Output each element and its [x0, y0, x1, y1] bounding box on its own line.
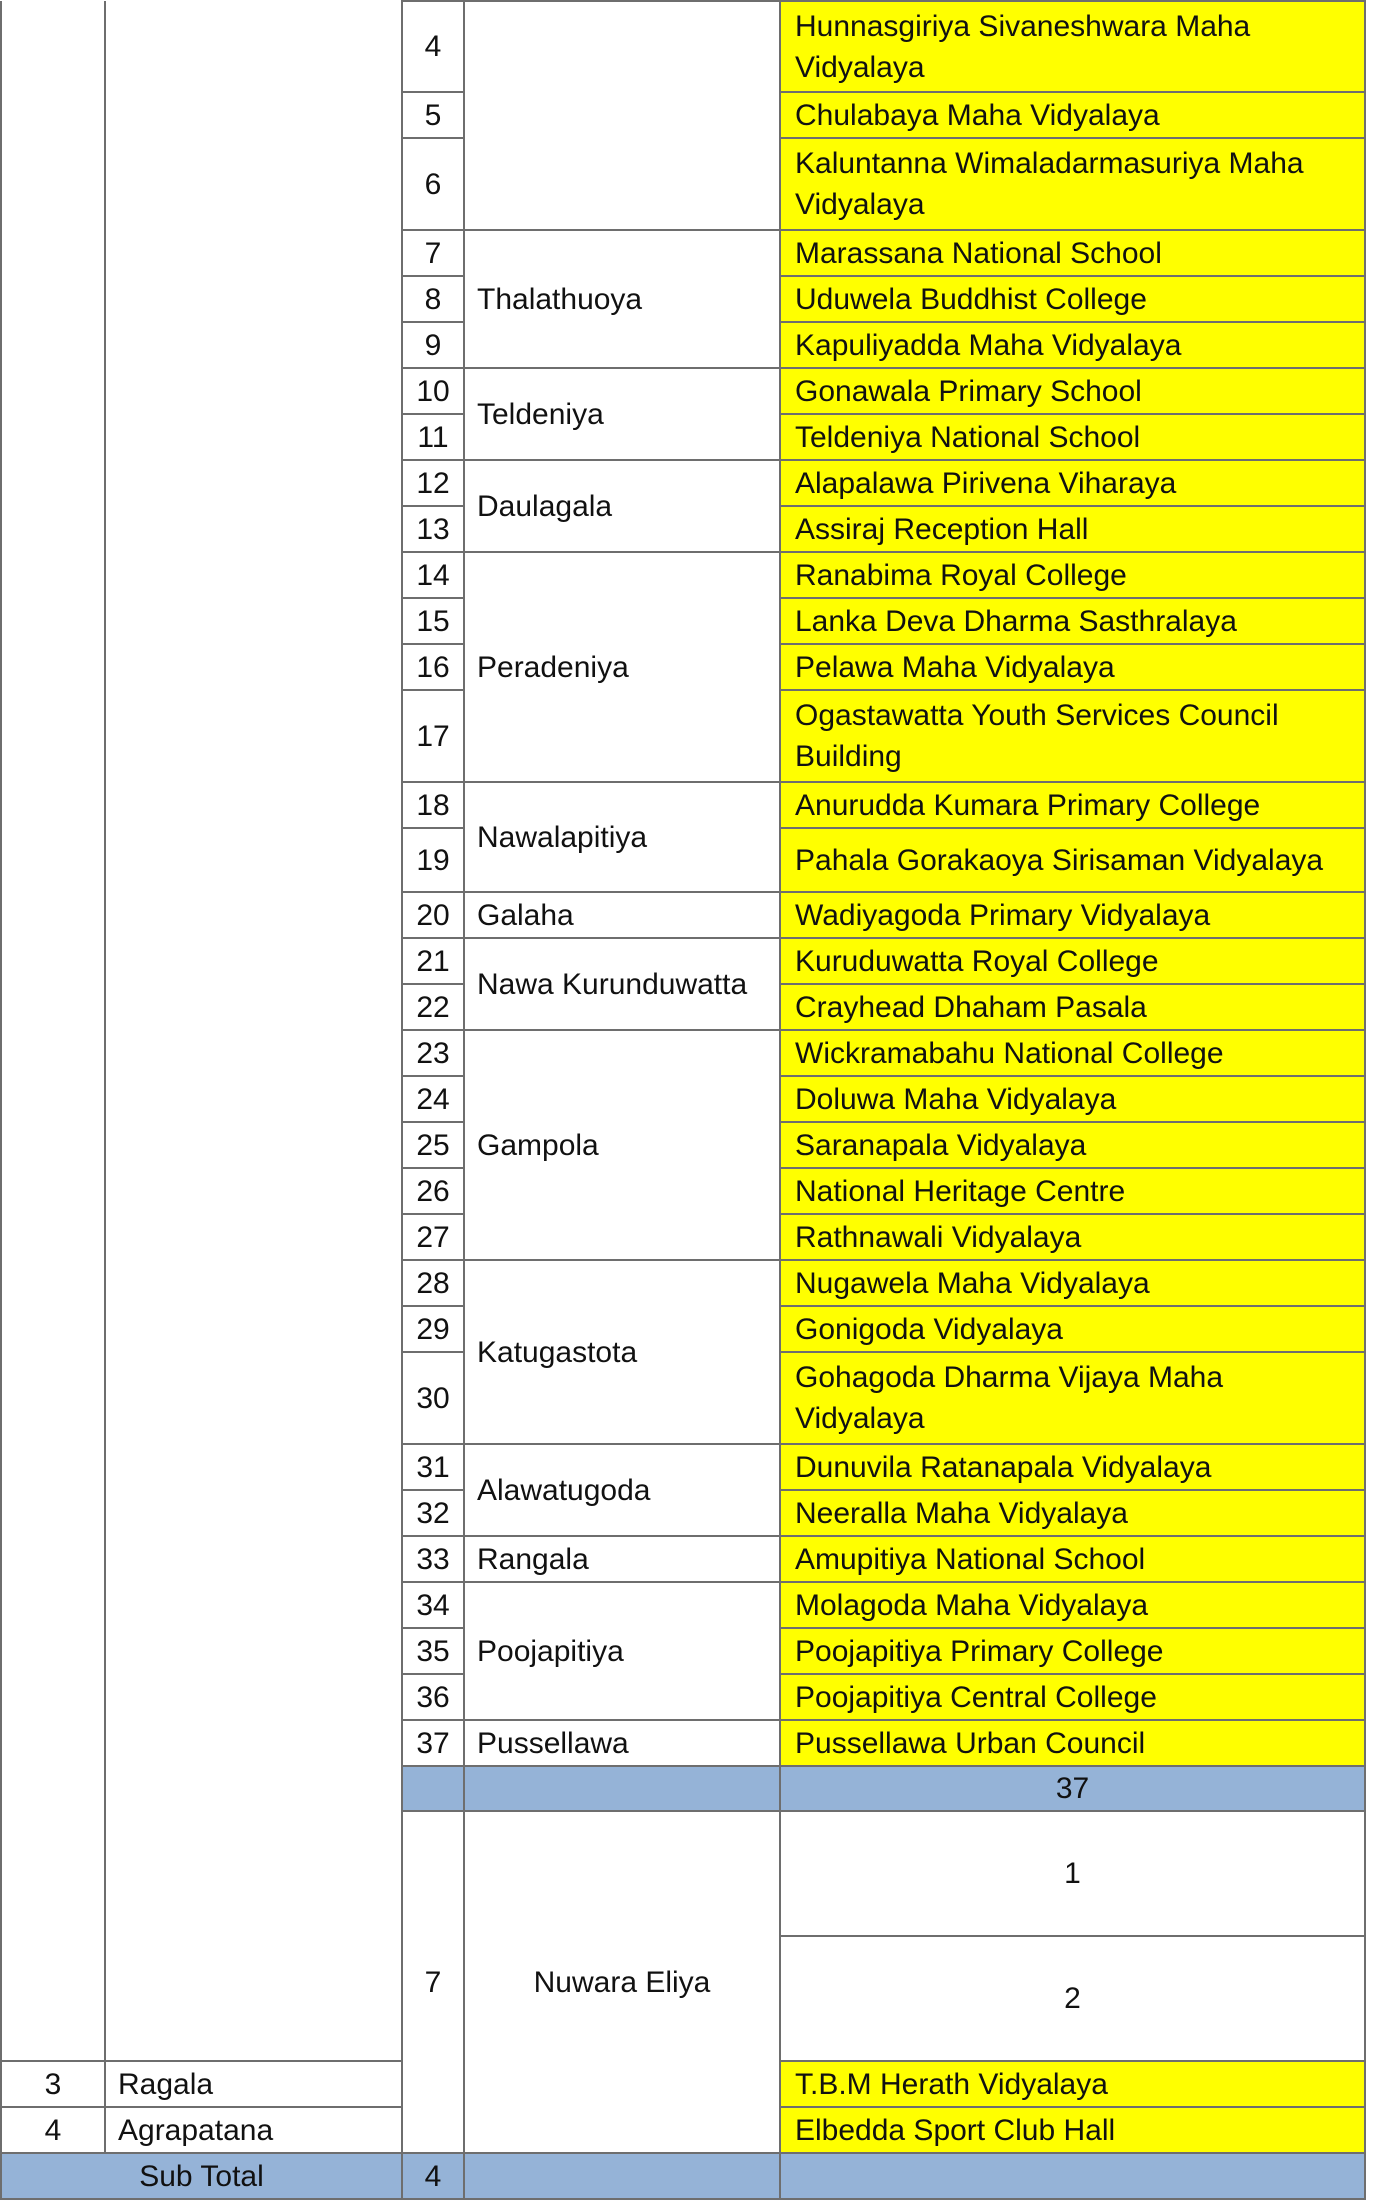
- district-serial-cell: [1, 1, 105, 2061]
- subtotal-blank-cell: [780, 2153, 1365, 2199]
- division-cell: Nawa Kurunduwatta: [464, 938, 780, 1030]
- division-cell: Poojapitiya: [464, 1582, 780, 1720]
- division-cell: Daulagala: [464, 460, 780, 552]
- row-number: 1: [780, 1811, 1365, 1936]
- division-cell: Teldeniya: [464, 368, 780, 460]
- row-number: 11: [402, 414, 464, 460]
- location-cell: Kaluntanna Wimaladarmasuriya Maha Vidyalaya: [780, 138, 1365, 230]
- row-number: 10: [402, 368, 464, 414]
- row-number: 35: [402, 1628, 464, 1674]
- row-number: 32: [402, 1490, 464, 1536]
- division-cell: [464, 1, 780, 230]
- division-cell: Gampola: [464, 1030, 780, 1260]
- row-number: 25: [402, 1122, 464, 1168]
- division-cell: Agrapatana: [105, 2107, 402, 2153]
- row-number: 18: [402, 782, 464, 828]
- division-cell: Galaha: [464, 892, 780, 938]
- location-cell: Dunuvila Ratanapala Vidyalaya: [780, 1444, 1365, 1490]
- location-cell: Kapuliyadda Maha Vidyalaya: [780, 322, 1365, 368]
- row-number: 6: [402, 138, 464, 230]
- row-number: 8: [402, 276, 464, 322]
- sub-total-row: [1, 2153, 1365, 2199]
- location-cell: Marassana National School: [780, 230, 1365, 276]
- district-name: Nuwara Eliya: [464, 1811, 780, 2153]
- location-cell: Amupitiya National School: [780, 1536, 1365, 1582]
- row-number: 3: [1, 2061, 105, 2107]
- location-cell: Crayhead Dhaham Pasala: [780, 984, 1365, 1030]
- location-cell: Gonawala Primary School: [780, 368, 1365, 414]
- row-number: 15: [402, 598, 464, 644]
- row-number: 16: [402, 644, 464, 690]
- row-number: 27: [402, 1214, 464, 1260]
- subtotal-blank-cell: [402, 1766, 464, 1811]
- row-number: 33: [402, 1536, 464, 1582]
- location-cell: Hunnasgiriya Sivaneshwara Maha Vidyalaya: [780, 1, 1365, 92]
- location-cell: Elbedda Sport Club Hall: [780, 2107, 1365, 2153]
- location-cell: Poojapitiya Primary College: [780, 1628, 1365, 1674]
- location-cell: Saranapala Vidyalaya: [780, 1122, 1365, 1168]
- location-cell: Rathnawali Vidyalaya: [780, 1214, 1365, 1260]
- location-cell: Anurudda Kumara Primary College: [780, 782, 1365, 828]
- row-number: 17: [402, 690, 464, 782]
- subtotal-blank-cell: [464, 1766, 780, 1811]
- subtotal-count: 37: [780, 1766, 1365, 1811]
- sub-total-count: 4: [402, 2153, 464, 2199]
- row-number: 5: [402, 92, 464, 138]
- division-cell: Nawalapitiya: [464, 782, 780, 892]
- row-number: 22: [402, 984, 464, 1030]
- row-number: 36: [402, 1674, 464, 1720]
- row-number: 9: [402, 322, 464, 368]
- sub-total-label: Sub Total: [1, 2153, 402, 2199]
- location-cell: Pussellawa Urban Council: [780, 1720, 1365, 1766]
- location-cell: Wadiyagoda Primary Vidyalaya: [780, 892, 1365, 938]
- location-cell: Ogastawatta Youth Services Council Building: [780, 690, 1365, 782]
- location-cell: Molagoda Maha Vidyalaya: [780, 1582, 1365, 1628]
- division-cell: Rangala: [464, 1536, 780, 1582]
- row-number: 7: [402, 230, 464, 276]
- district-serial: 7: [402, 1811, 464, 2153]
- row-number: 4: [402, 1, 464, 92]
- location-cell: Gohagoda Dharma Vijaya Maha Vidyalaya: [780, 1352, 1365, 1444]
- location-cell: Uduwela Buddhist College: [780, 276, 1365, 322]
- row-number: 28: [402, 1260, 464, 1306]
- location-cell: Lanka Deva Dharma Sasthralaya: [780, 598, 1365, 644]
- location-cell: Wickramabahu National College: [780, 1030, 1365, 1076]
- row-number: 21: [402, 938, 464, 984]
- row-number: 20: [402, 892, 464, 938]
- district-name-cell: [105, 1, 402, 2061]
- row-number: 26: [402, 1168, 464, 1214]
- location-cell: Teldeniya National School: [780, 414, 1365, 460]
- location-cell: Alapalawa Pirivena Viharaya: [780, 460, 1365, 506]
- location-cell: National Heritage Centre: [780, 1168, 1365, 1214]
- subtotal-blank-cell: [464, 2153, 780, 2199]
- division-cell: Pussellawa: [464, 1720, 780, 1766]
- row-number: 31: [402, 1444, 464, 1490]
- row-number: 29: [402, 1306, 464, 1352]
- division-cell: Thalathuoya: [464, 230, 780, 368]
- location-cell: Gonigoda Vidyalaya: [780, 1306, 1365, 1352]
- location-cell: Pahala Gorakaoya Sirisaman Vidyalaya: [780, 828, 1365, 892]
- location-cell: Kuruduwatta Royal College: [780, 938, 1365, 984]
- location-cell: Ranabima Royal College: [780, 552, 1365, 598]
- row-number: 13: [402, 506, 464, 552]
- division-cell: Alawatugoda: [464, 1444, 780, 1536]
- row-number: 34: [402, 1582, 464, 1628]
- location-cell: Assiraj Reception Hall: [780, 506, 1365, 552]
- row-number: 37: [402, 1720, 464, 1766]
- location-cell: Poojapitiya Central College: [780, 1674, 1365, 1720]
- row-number: 14: [402, 552, 464, 598]
- division-cell: Ragala: [105, 2061, 402, 2107]
- division-cell: Katugastota: [464, 1260, 780, 1444]
- row-number: 4: [1, 2107, 105, 2153]
- division-cell: Peradeniya: [464, 552, 780, 782]
- location-cell: Nugawela Maha Vidyalaya: [780, 1260, 1365, 1306]
- location-cell: T.B.M Herath Vidyalaya: [780, 2061, 1365, 2107]
- location-cell: Chulabaya Maha Vidyalaya: [780, 92, 1365, 138]
- location-cell: Doluwa Maha Vidyalaya: [780, 1076, 1365, 1122]
- row-number: 19: [402, 828, 464, 892]
- location-cell: Neeralla Maha Vidyalaya: [780, 1490, 1365, 1536]
- row-number: 2: [780, 1936, 1365, 2061]
- row-number: 24: [402, 1076, 464, 1122]
- location-cell: Pelawa Maha Vidyalaya: [780, 644, 1365, 690]
- row-number: 23: [402, 1030, 464, 1076]
- row-number: 12: [402, 460, 464, 506]
- row-number: 30: [402, 1352, 464, 1444]
